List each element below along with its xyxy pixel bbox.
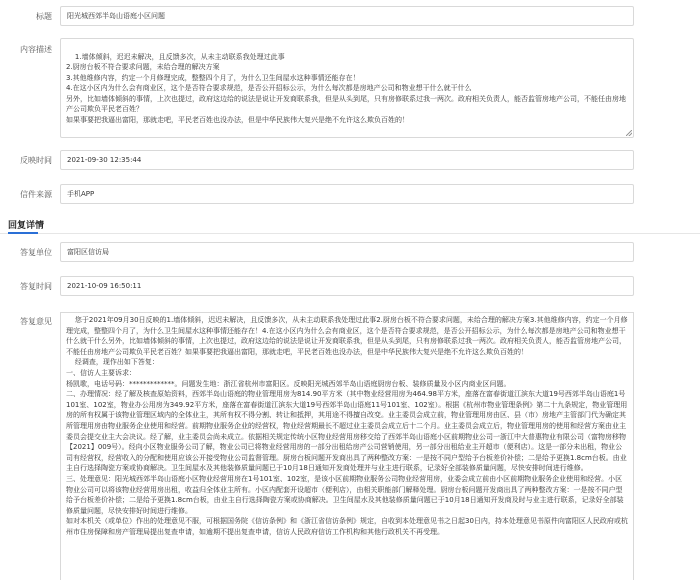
feedback-time-field[interactable]: 2021-09-30 12:35:44 (60, 150, 634, 170)
reply-paragraph: 您于2021年09月30日反映的1.墙体倾斜，迟迟未解决，且反馈多次，从未主动联系我处理过此事2.厨房台板不符合要求问题，未给合理的解决方案3.其他维修内容，约定一个月修理完成，整整四个月了，为什么卫生间屋水这种事情还能存在！4.在这小区内为什么会有商业区，这个是否符合要求规范，是否公开招标公示，为什么每次都是房地产公司和物业想干什么就干什么另外，比如墙体倾斜的事情，上次也提过，政府这边给的说法是说让开发商联系我，但是从头到尾，只有房修联系过我一两次。政府相关负责人，能否监管房地产公司，不能任由房地产公司欺负平民老百姓？如果事要把我逼出富阳，那就走吧，平民老百姓也没办法，但是中华民族伟大复兴是绝不允许这么欺负百姓的！ (66, 316, 628, 356)
source-label: 信件来源 (20, 190, 52, 199)
reply-paragraph: 经调查，现作出如下答复： (66, 358, 159, 367)
reply-opinion-textarea[interactable] (60, 312, 634, 580)
reply-time-label: 答复时间 (20, 282, 52, 291)
reply-unit-field[interactable]: 富阳区信访局 (60, 242, 634, 262)
title-field[interactable]: 阳光城西郊半岛山语庭小区问题 (60, 6, 634, 26)
feedback-time-label: 反映时间 (20, 156, 52, 165)
content-label: 内容描述 (20, 45, 52, 54)
reply-paragraph: 一、信访人主要诉求： (66, 368, 136, 377)
reply-unit-label: 答复单位 (20, 248, 52, 257)
reply-opinion-label: 答复意见 (20, 317, 52, 326)
reply-section-title: 回复详情 (8, 221, 45, 231)
reply-paragraph: 杨凯歌，电话号码：*************。问题发生地：浙江省杭州市富阳区。反映阳光城西郊半岛山语庭厨房台板、装修质量及小区内商业区问题。 (66, 379, 511, 388)
reply-paragraph: 三、处理意见：阳光城西郊半岛山语庭小区物业经营用房在1号101室、102室，是该小区前期物业服务公司物业经营用房，业委会成立前由小区前期物业服务企业使用和经营。小区物业公司可以将该物业经营用房出租，收益归全体业主所有。小区内配套开设超市（便利店），由相关职能部门解释处理。厨房台板问题开发商出具了两种整改方案：一是按不同户型给予台板差价补偿；二是给予更换1.8cm台板，由业主自行选择陶瓷方案或协商解决。卫生间屋水及其他装修质量问题已于10月18日通知开发商及时与业主进行联系，记录好全部装修质量问题，尽快安排好时间进行维修。 (66, 474, 624, 515)
reply-paragraph: 二、办理情况：经了解及核查原始资料，西郊半岛山语庭的物业管理用房为814.90平方米（其中物业经营用房为464.98平方米，座落在富春街道江滨东大道19号西郊半岛山语庭1号101室、102室，物业办公用房为349.92平方米，座落在富春街道江滨东大道19号西郊半岛山语庭11号101室、102室）。根据《杭州市物业管理条例》第二十九条规定，物业管理用房的所有权属于该物业管理区域内的全体业主，其所有权不得分割、转让和抵押，其用途不得擅自改变。业主委员会成立前，物业管理用房由区、县（市）房地产主管部门代为确定其所管理用房由物业服务企业使用和经营。前期物业服务企业的经营权，物业经营期最长不超过业主委员会成立后十二个月。业主委员会成立后，物业管理用房的使用和经营方案由业主委员会提交业主大会决议。经了解，业主委员会尚未成立。依据相关规定传统小区物业经营用房移交给了西郊半岛山语庭小区前期物业公司一浙江中大普惠物业有限公司（富物房移物【2021】009号）。经向小区物业服务公司了解，物业公司已将物业经营用房的一部分出租给房产公司营销使用，另一部分出租给业主开超市（便利店）。这是一部分未出租，物业公司有经营权，经营收入的分配和使用应该公开接受物业公司监督管理。厨房台板问题开发商出具了两种整改方案：一是按不同户型给予台板差价补偿；二是给予更换1.8cm台板。由业主自行选择陶瓷方案或协商解决。卫生间屋水及其他装修质量问题已于10月18日通知开发商处理并与业主进行联系，记录好全部装修质量问题，尽快安排时间进行维修。 (66, 390, 628, 473)
source-field[interactable]: 手机APP (60, 184, 634, 204)
resize-handle-icon[interactable] (626, 130, 632, 136)
section-divider (0, 233, 700, 234)
reply-paragraph: 如对本机关（或单位）作出的处理意见不服，可根据国务院《信访条例》和《浙江省信访条例》规定，自收到本处理意见书之日起30日内，持本处理意见书原件向富阳区人民政府或杭州市住房保障和房产管理局提出复查申请，如逾期不提出复查申请，信访人民政府信访工作机构和其他行政机关不再受理。 (66, 517, 628, 536)
content-textarea[interactable] (60, 38, 634, 138)
section-title-underline (8, 232, 38, 234)
content-text: 1.墙体倾斜，迟迟未解决，且反馈多次，从未主动联系我处理过此事 2.厨房台板不符合要求问题，未给合理的解决方案 3.其他维修内容，约定一个月修理完成，整整四个月了，为什么卫生间屋水这种事情还能存在！ 4.在这小区内为什么会有商业区，这个是否符合要求规范，是否公开招标公示，为什么每次都是房地产公司和物业想干什么就干什么 另外，比如墙体倾斜的事情，上次也提过，政府这边给的说法是说让开发商联系我，但是从头到尾，只有房修联系过我一两次。政府相关负责人，能否监管房地产公司，不能任由房地产公司欺负平民老百姓？ 如果事要把我逼出富阳，那就走吧，平民老百姓也没办法，但是中华民族伟大复兴是绝不允许这么欺负百姓的！ (66, 52, 626, 124)
title-label: 标题 (36, 12, 52, 21)
reply-time-field[interactable]: 2021-10-09 16:50:11 (60, 276, 634, 296)
